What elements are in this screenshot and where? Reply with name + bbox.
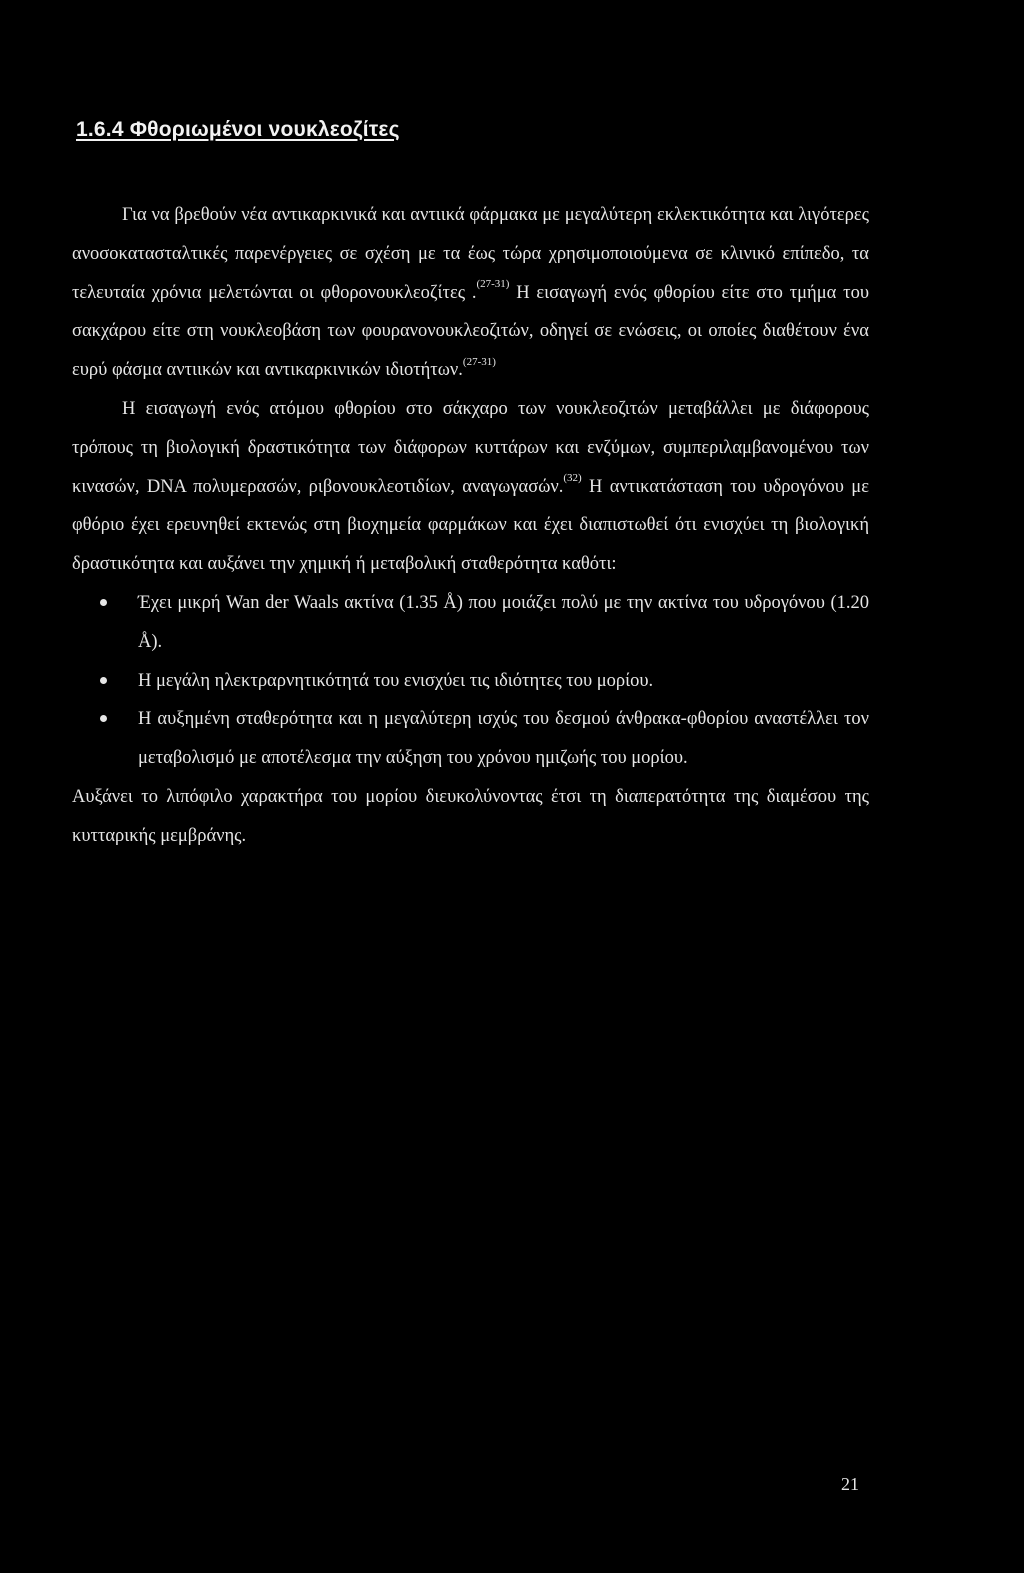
- page-number: 21: [841, 1474, 859, 1494]
- list-item-text: Η αυξημένη σταθερότητα και η μεγαλύτερη ισχύς του δεσμού άνθρακα-φθορίου αναστέλλει τον μεταβολισμό με αποτέλεσμα την αύξηση του χρόνου ημιζωής του μορίου.: [138, 709, 869, 769]
- paragraph-intro-text-a: Για να βρεθούν νέα αντικαρκινικά και αντιικά φάρμακα με μεγαλύτερη εκλεκτικότητα και λιγότερες ανοσοκατασταλτικές παρενέργειες σε σχέση με τα έως τώρα χρησιμοποιούμενα σε κλινικό επίπεδο, τα τελευταία χρόνια μελετώνται οι φθορονουκλεοζίτες .: [72, 205, 869, 303]
- list-item: [72, 662, 869, 701]
- paragraph-fluorine-text-a: Η εισαγωγή ενός ατόμου φθορίου στο σάκχαρο των νουκλεοζιτών μεταβάλλει με διάφορους τρόπους τη βιολογική δραστικότητα των διάφορων κυττάρων και ενζύμων, συμπεριλαμβανομένου των κινασών, DNA πολυμερασών, ριβονουκλεοτιδίων, αναγωγασών.: [72, 398, 869, 497]
- list-item: [72, 700, 869, 778]
- list-item-text: Η μεγάλη ηλεκτραρνητικότητά του ενισχύει τις ιδιότητες του μορίου.: [138, 670, 654, 691]
- properties-list: [72, 584, 869, 778]
- bullet-icon: [100, 677, 107, 684]
- paragraph-intro: [72, 196, 869, 390]
- reference-citation: (27-31): [476, 278, 510, 291]
- list-item: [72, 584, 869, 662]
- bullet-icon: [100, 599, 107, 606]
- document-body: [72, 196, 869, 856]
- reference-citation: (32): [563, 472, 582, 485]
- paragraph-fluorine-text-b: Η αντικατάσταση του υδρογόνου με φθόριο έχει ερευνηθεί εκτενώς στη βιοχημεία φαρμάκων και έχει διαπιστωθεί ότι ενισχύει τη βιολογική δραστικότητα και αυξάνει την χημική ή μεταβολική σταθερότητα καθότι:: [72, 476, 869, 575]
- section-heading: 1.6.4 Φθοριωμένοι νουκλεοζίτες: [76, 118, 400, 141]
- paragraph-fluorine-effects: [72, 390, 869, 584]
- paragraph-lipophilicity: Αυξάνει το λιπόφιλο χαρακτήρα του μορίου διευκολύνοντας έτσι τη διαπερατότητα της διαμέσου της κυτταρικής μεμβράνης.: [72, 786, 869, 846]
- bullet-icon: [100, 715, 107, 722]
- list-item-text: Έχει μικρή Wan der Waals ακτίνα (1.35 Å) που μοιάζει πολύ με την ακτίνα του υδρογόνου (1.20 Å).: [138, 592, 869, 652]
- reference-citation: (27-31): [462, 356, 496, 369]
- paragraph-intro-text-b: Η εισαγωγή ενός φθορίου είτε στο τμήμα του σακχάρου είτε στη νουκλεοβάση των φουρανονουκλεοζιτών, οδηγεί σε ενώσεις, οι οποίες διαθέτουν ένα ευρύ φάσμα αντιικών και αντικαρκινικών ιδιοτήτων.: [72, 282, 869, 381]
